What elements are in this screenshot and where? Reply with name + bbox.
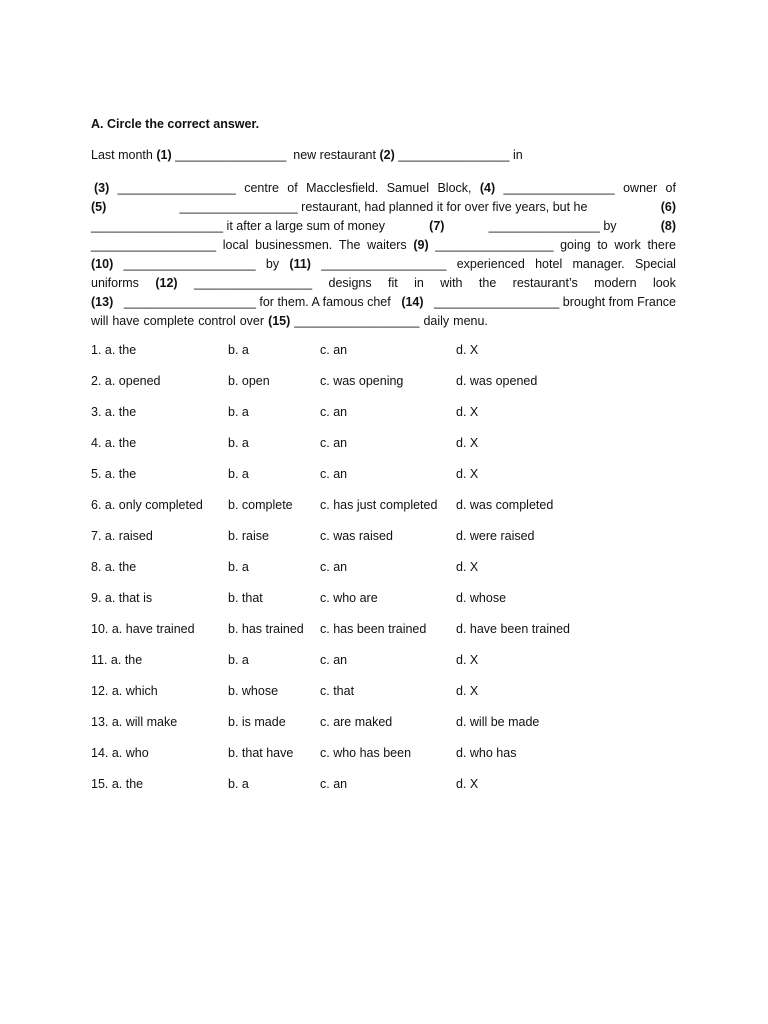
blank-number: (5) — [91, 200, 107, 214]
answer-option[interactable]: d. have been trained — [456, 622, 570, 636]
passage-text: the — [478, 276, 497, 290]
answer-option[interactable]: c. that — [320, 684, 355, 698]
answer-option[interactable]: c. an — [320, 405, 348, 419]
passage-line — [91, 179, 676, 198]
answer-option[interactable]: d. X — [456, 684, 479, 698]
answer-option[interactable]: b. a — [228, 467, 249, 481]
answer-option[interactable]: d. X — [456, 405, 479, 419]
passage-text: hotel — [535, 257, 563, 271]
passage-text: fit — [388, 276, 398, 290]
answer-option[interactable]: d. was completed — [456, 498, 554, 512]
question-options-row — [91, 371, 676, 402]
passage-text: _________________ — [435, 238, 554, 252]
answer-option[interactable]: d. who has — [456, 746, 517, 760]
answer-option[interactable]: d. X — [456, 777, 479, 791]
answer-option[interactable]: 7. a. raised — [91, 529, 153, 543]
passage-text: over — [239, 314, 265, 328]
passage-text: with — [440, 276, 463, 290]
passage-text: to — [597, 238, 608, 252]
question-options-row — [91, 619, 676, 650]
answer-option[interactable]: d. X — [456, 560, 479, 574]
passage-text: in — [414, 276, 424, 290]
question-options-row — [91, 495, 676, 526]
answer-option[interactable]: 13. a. will make — [91, 715, 178, 729]
question-options-row — [91, 774, 676, 805]
answer-option[interactable]: c. an — [320, 436, 348, 450]
blank-number: (11) — [289, 257, 311, 271]
passage-line — [91, 255, 676, 274]
passage-text: modern — [594, 276, 637, 290]
question-options-row — [91, 433, 676, 464]
passage-text: ___________________ for them. A famous chef — [123, 295, 391, 309]
question-options-row — [91, 743, 676, 774]
answer-option[interactable]: 2. a. opened — [91, 374, 161, 388]
answer-option[interactable]: c. was opening — [320, 374, 404, 388]
passage-text: will — [91, 314, 109, 328]
answer-option[interactable]: 1. a. the — [91, 343, 137, 357]
answer-option[interactable]: 5. a. the — [91, 467, 137, 481]
passage-text: by — [265, 257, 280, 271]
blank-number: (8) — [660, 219, 676, 233]
passage-text: control — [198, 314, 236, 328]
passage-text: ________________ — [503, 181, 615, 195]
answer-option[interactable]: 9. a. that is — [91, 591, 153, 605]
answer-option[interactable]: 11. a. the — [91, 653, 143, 667]
answer-options-list — [91, 340, 676, 805]
passage-text: daily — [423, 314, 450, 328]
passage-text: there — [647, 238, 676, 252]
passage-line — [91, 217, 676, 236]
blank-number: (13) — [91, 295, 114, 309]
blank-number: (12) — [155, 276, 178, 290]
answer-option[interactable]: c. was raised — [320, 529, 393, 543]
passage-text: _________________ restaurant, had planned it for over five years, but he — [179, 200, 588, 214]
answer-option[interactable]: c. an — [320, 467, 348, 481]
passage-text: restaurant’s — [512, 276, 578, 290]
blank-number: (10) — [91, 257, 114, 271]
passage-text: _________________ — [193, 276, 313, 290]
answer-option[interactable]: 3. a. the — [91, 405, 137, 419]
blank-number: (9) — [413, 238, 429, 252]
passage-text: of — [665, 181, 676, 195]
passage-line — [91, 312, 676, 331]
question-options-row — [91, 650, 676, 681]
question-options-row — [91, 588, 676, 619]
blank-number: (4) — [479, 181, 496, 195]
passage-text: centre — [244, 181, 279, 195]
passage-line — [91, 293, 676, 312]
answer-option[interactable]: c. are maked — [320, 715, 393, 729]
passage-text: Samuel — [386, 181, 430, 195]
question-options-row — [91, 712, 676, 743]
passage-text: Block, — [437, 181, 472, 195]
answer-option[interactable]: b. a — [228, 777, 249, 791]
passage-text: manager. — [572, 257, 625, 271]
blank-1: ________________ — [175, 148, 287, 162]
blank-number: (14) — [401, 295, 424, 309]
passage-text: experienced — [456, 257, 525, 271]
answer-option[interactable]: c. an — [320, 343, 348, 357]
answer-option[interactable]: b. that have — [228, 746, 294, 760]
passage-text: _________________ — [117, 181, 236, 195]
passage-text: __________________ brought from France — [434, 295, 676, 309]
passage-line — [91, 236, 676, 255]
blank-number-1: (1) — [156, 148, 172, 162]
question-options-row — [91, 402, 676, 433]
passage-text: ________________ by — [488, 219, 617, 233]
passage-text: work — [614, 238, 641, 252]
blank-number: (6) — [660, 200, 676, 214]
passage-text: going — [560, 238, 591, 252]
blank-2: ________________ — [398, 148, 510, 162]
answer-option[interactable]: 6. a. only completed — [91, 498, 203, 512]
passage-text: designs — [328, 276, 372, 290]
passage-text: have — [112, 314, 140, 328]
answer-option[interactable]: c. who has been — [320, 746, 412, 760]
intro-text-mid: new restaurant — [293, 148, 376, 162]
passage-text: __________________ — [91, 238, 217, 252]
passage-text: local — [222, 238, 249, 252]
passage-text: ___________________ it after a large sum of money — [91, 219, 385, 233]
blank-number: (7) — [429, 219, 445, 233]
passage-line — [91, 198, 676, 217]
answer-option[interactable]: d. will be made — [456, 715, 540, 729]
answer-option[interactable]: d. X — [456, 467, 479, 481]
passage-text: Special — [634, 257, 676, 271]
answer-option[interactable]: b. a — [228, 560, 249, 574]
answer-option[interactable]: c. an — [320, 653, 348, 667]
question-options-row — [91, 526, 676, 557]
passage-text: owner — [623, 181, 658, 195]
passage-text: complete — [143, 314, 195, 328]
answer-option[interactable]: b. raise — [228, 529, 269, 543]
answer-option[interactable]: b. has trained — [228, 622, 304, 636]
passage-text: ___________________ — [123, 257, 256, 271]
passage-line — [91, 274, 676, 293]
answer-option[interactable]: b. whose — [228, 684, 279, 698]
answer-option[interactable]: d. were raised — [456, 529, 535, 543]
answer-option[interactable]: 14. a. who — [91, 746, 149, 760]
blank-number: (3) — [94, 181, 110, 195]
answer-option[interactable]: 10. a. have trained — [91, 622, 195, 636]
answer-option[interactable]: d. whose — [456, 591, 507, 605]
passage-text: Macclesfield. — [306, 181, 379, 195]
answer-option[interactable]: d. was opened — [456, 374, 538, 388]
blank-number: (15) — [268, 314, 291, 328]
answer-option[interactable]: d. X — [456, 343, 479, 357]
answer-option[interactable]: b. complete — [228, 498, 293, 512]
answer-option[interactable]: c. has been trained — [320, 622, 427, 636]
answer-option[interactable]: c. has just completed — [320, 498, 438, 512]
answer-option[interactable]: 12. a. which — [91, 684, 158, 698]
answer-option[interactable]: b. open — [228, 374, 270, 388]
answer-option[interactable]: b. a — [228, 653, 249, 667]
passage-text: The — [338, 238, 361, 252]
question-options-row — [91, 464, 676, 495]
passage-text: __________________ — [321, 257, 447, 271]
passage-text: __________________ — [294, 314, 420, 328]
question-options-row — [91, 557, 676, 588]
answer-option[interactable]: c. who are — [320, 591, 378, 605]
exercise-heading: A. Circle the correct answer. — [91, 117, 260, 131]
question-options-row — [91, 681, 676, 712]
cloze-passage — [91, 179, 676, 331]
intro-text-before: Last month — [91, 148, 153, 162]
passage-text: businessmen. — [255, 238, 333, 252]
answer-option[interactable]: 15. a. the — [91, 777, 144, 791]
passage-text: waiters — [367, 238, 407, 252]
blank-number-2: (2) — [379, 148, 395, 162]
answer-option[interactable]: 8. a. the — [91, 560, 137, 574]
answer-option[interactable]: d. X — [456, 436, 479, 450]
answer-option[interactable]: c. an — [320, 777, 348, 791]
passage-text: uniforms — [91, 276, 139, 290]
passage-text: menu. — [453, 314, 488, 328]
answer-option[interactable]: 4. a. the — [91, 436, 137, 450]
passage-text: of — [287, 181, 298, 195]
passage-text: look — [652, 276, 676, 290]
answer-option[interactable]: b. is made — [228, 715, 286, 729]
intro-text-end: in — [512, 148, 523, 162]
answer-option[interactable]: b. a — [228, 343, 249, 357]
answer-option[interactable]: b. a — [228, 405, 249, 419]
question-options-row — [91, 340, 676, 371]
answer-option[interactable]: d. X — [456, 653, 479, 667]
answer-option[interactable]: b. that — [228, 591, 263, 605]
answer-option[interactable]: b. a — [228, 436, 249, 450]
passage-intro-line — [91, 148, 523, 162]
answer-option[interactable]: c. an — [320, 560, 348, 574]
